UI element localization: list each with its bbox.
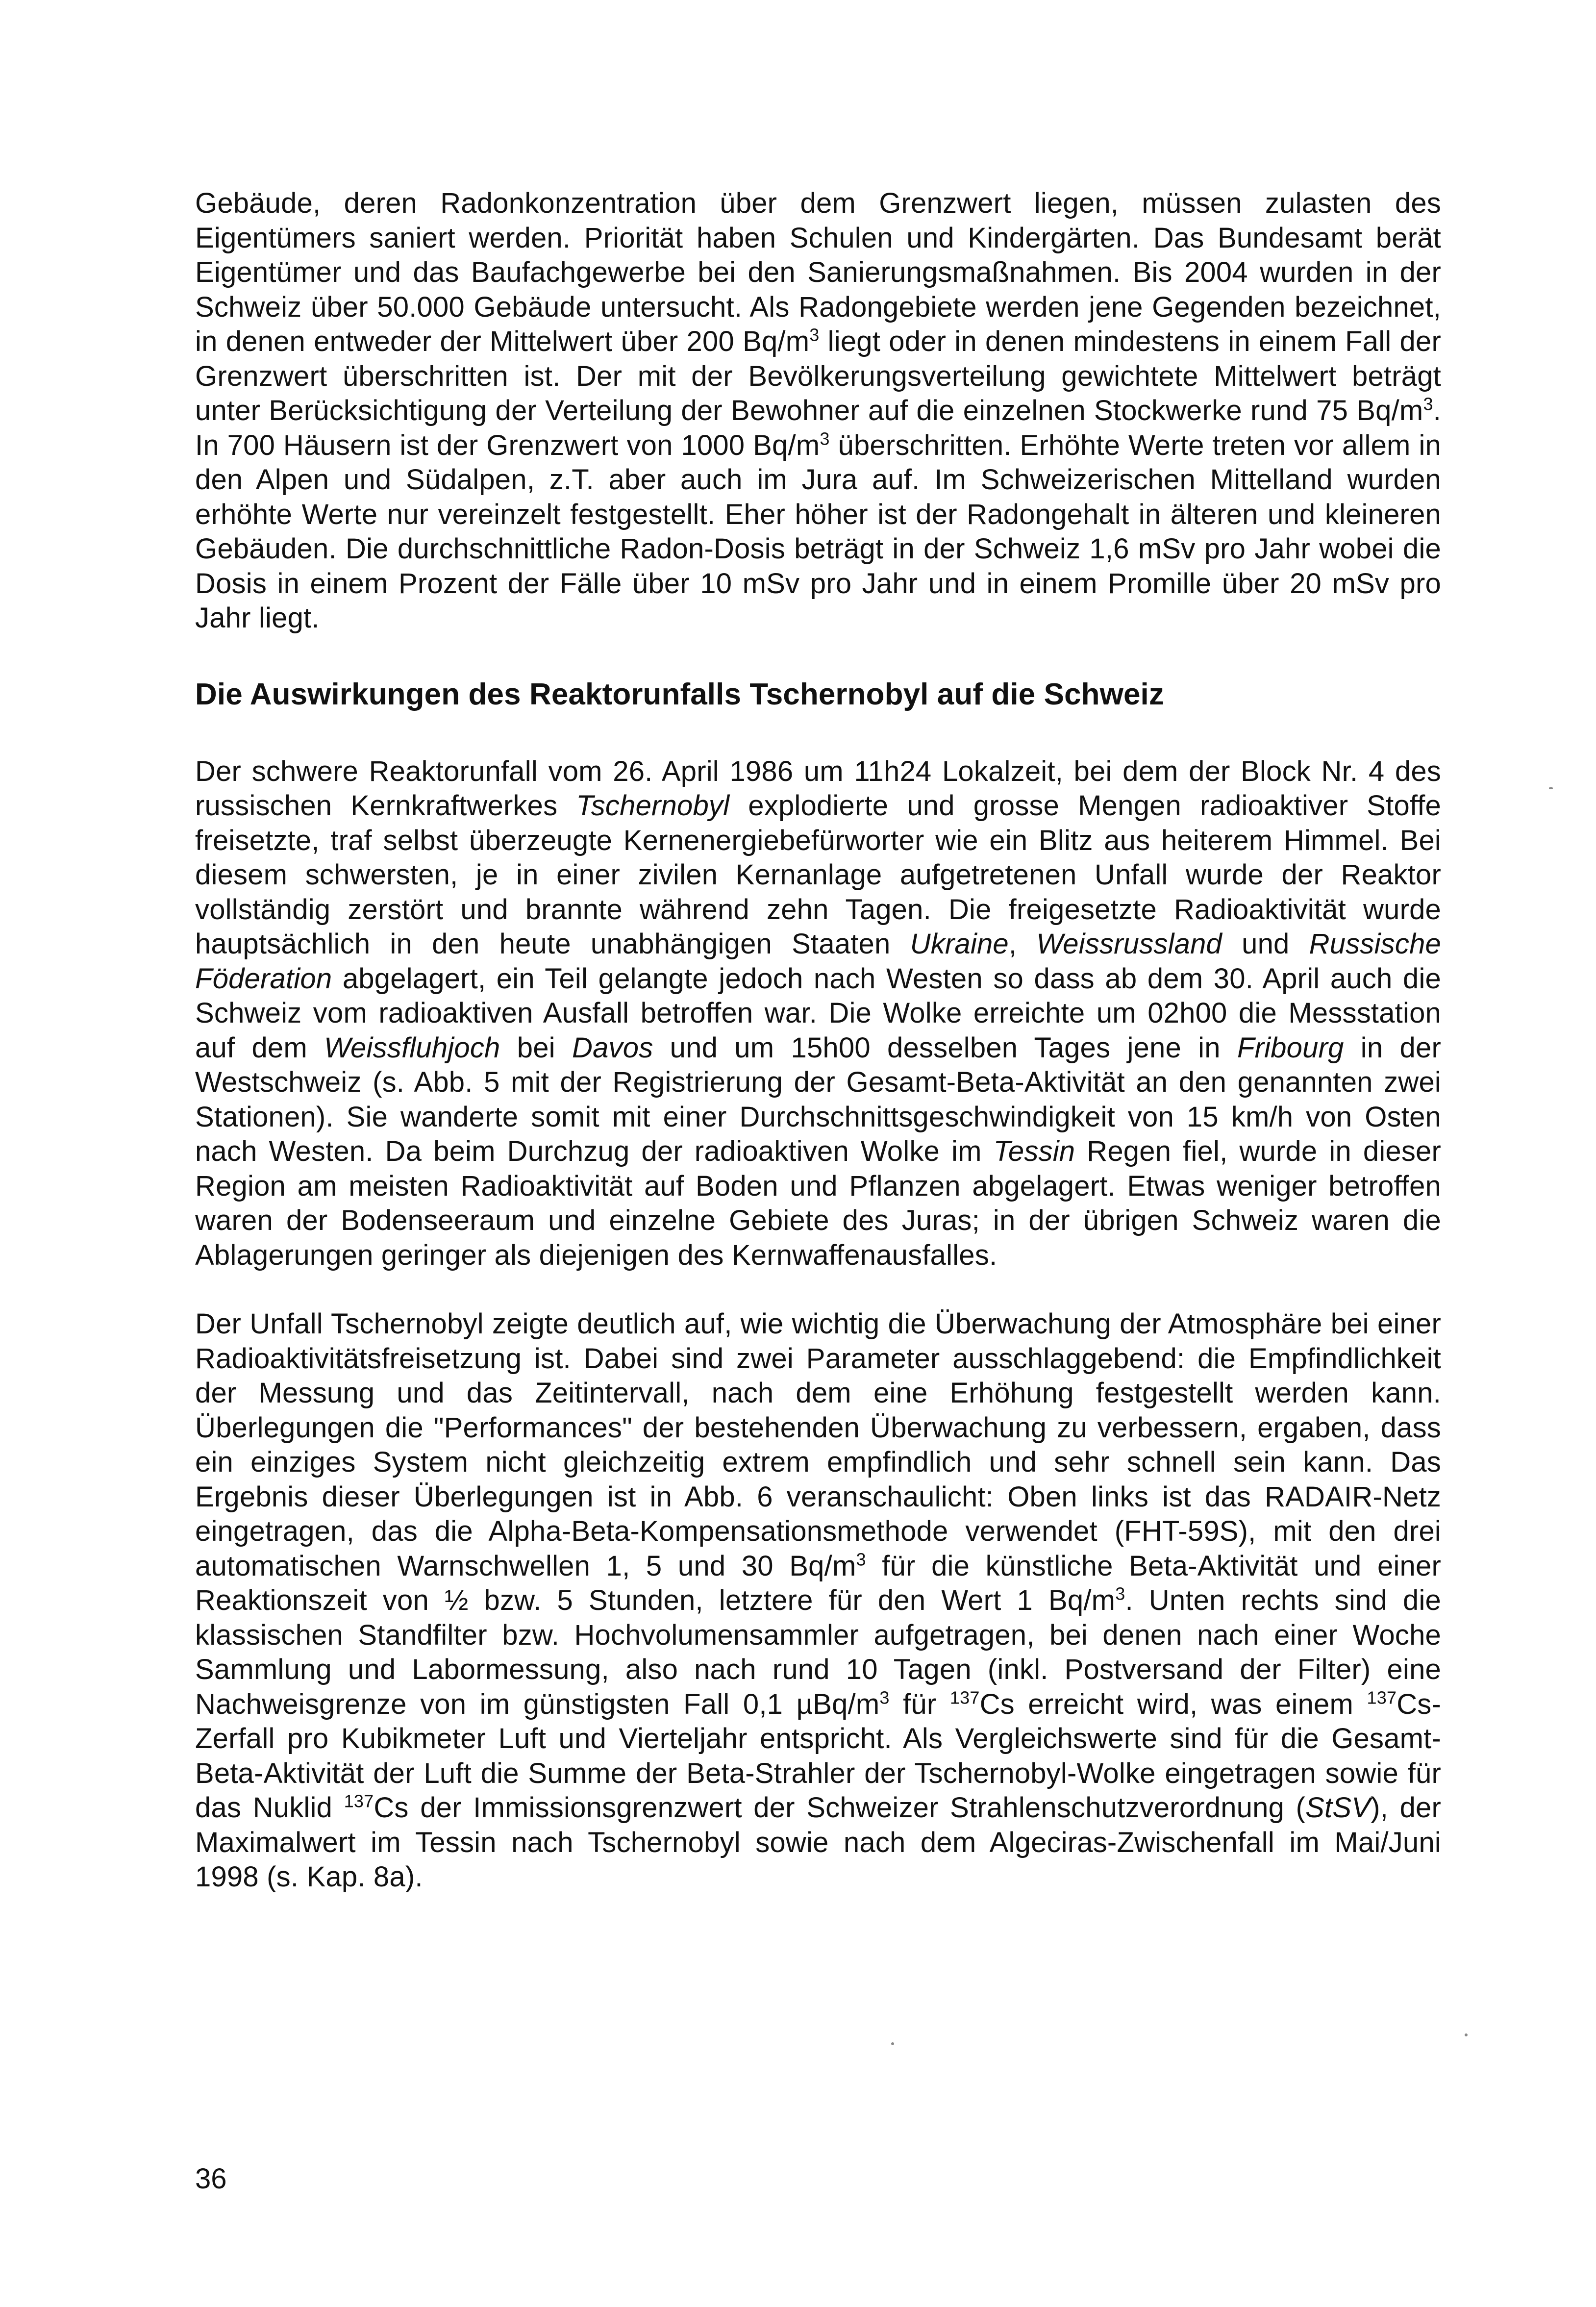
italic-term: Tschernobyl (576, 790, 730, 822)
superscript: 137 (949, 1687, 980, 1708)
text-run: Cs der Immissionsgrenzwert der Schweizer Strahlenschutzverordnung ( (374, 1792, 1306, 1824)
text-run: liegt oder in denen mindestens in einem Fall der Grenzwert überschritten ist. Der mit der Bevölkerungsverteilung gewichtete Mittelwert beträgt unter Berücksichtigung der Verteilung der Bewohner auf die einzelnen Stockwerke rund 75 Bq/m (195, 326, 1441, 426)
text-run: Regen fiel, wurde in dieser Region am meisten Radioaktivität auf Boden und Pflanzen abgelagert. Etwas weniger betroffen waren der Bodenseeraum und einzelne Gebiete des Juras; in der übrigen Schweiz waren die Ablagerungen geringer als diejenigen des Kernwaffenausfalles. (195, 1135, 1441, 1271)
superscript: 3 (879, 1687, 890, 1708)
scan-speck (891, 2042, 894, 2045)
page-content (195, 186, 1441, 1895)
text-run: abgelagert, ein Teil gelangte jedoch nach Westen so dass ab dem 30. April auch die Schweiz vom radioaktiven Ausfall betroffen war. Die Wolke erreichte um 02h00 die Messstation auf dem (195, 962, 1441, 1064)
italic-term: Fribourg (1237, 1031, 1344, 1064)
italic-term: Ukraine (910, 928, 1009, 960)
superscript: 3 (1423, 394, 1433, 414)
paragraph-monitoring (195, 1307, 1441, 1895)
page-number: 36 (195, 2163, 227, 2195)
superscript: 3 (1115, 1583, 1125, 1604)
italic-term: Davos (572, 1031, 653, 1064)
superscript: 3 (809, 325, 820, 345)
text-run: , (1008, 928, 1037, 960)
text-run: . Unten rechts sind die klassischen Standfilter bzw. Hochvolumensammler aufgetragen, bei denen nach einer Woche Sammlung und Labormessung, also nach rund 10 Tagen (inkl. Postversand der Filter) eine Nachweisgrenze von im günstigsten Fall 0,1 µBq/m (195, 1584, 1441, 1720)
text-run: Cs-Zerfall pro Kubikmeter Luft und Vierteljahr entspricht. Als Vergleichswerte sind für die Gesamt-Beta-Aktivität der Luft die Summe der Beta-Strahler der Tschernobyl-Wolke eingetragen sowie für das Nuklid (195, 1688, 1441, 1824)
italic-term: Weissfluhjoch (324, 1031, 500, 1064)
text-run: für (889, 1688, 950, 1720)
text-run: und (1222, 928, 1309, 960)
italic-term: StSV (1305, 1792, 1371, 1824)
text-run: Der Unfall Tschernobyl zeigte deutlich auf, wie wichtig die Überwachung der Atmosphäre bei einer Radioaktivitätsfreisetzung ist. Dabei sind zwei Parameter ausschlaggebend: die Empfindlichkeit der Messung und das Zeitintervall, nach dem eine Erhöhung festgestellt werden kann. Überlegungen die "Performances" der bestehenden Überwachung zu verbessern, ergaben, dass ein einziges System nicht gleichzeitig extrem empfindlich und sehr schnell sein kann. Das Ergebnis dieser Überlegungen ist in Abb. 6 veranschaulicht: Oben links ist das RADAIR-Netz eingetragen, das die Alpha-Beta-Kompensationsmethode verwendet (FHT-59S), mit den drei automatischen Warnschwellen 1, 5 und 30 Bq/m (195, 1308, 1441, 1582)
text-run: für die künstliche Beta-Aktivität und einer Reaktionszeit von ½ bzw. 5 Stunden, letztere für den Wert 1 Bq/m (195, 1550, 1441, 1616)
text-run: in der Westschweiz (s. Abb. 5 mit der Registrierung der Gesamt-Beta-Aktivität an den genannten zwei Stationen). Sie wanderte somit mit einer Durchschnittsgeschwindigkeit von 15 km/h von Osten nach Westen. Da beim Durchzug der radioaktiven Wolke im (195, 1031, 1441, 1167)
text-run: Cs erreicht wird, was einem (979, 1688, 1367, 1720)
text-run: Gebäude, deren Radonkonzentration über dem Grenzwert liegen, müssen zulasten des Eigentümers saniert werden. Priorität haben Schulen und Kindergärten. Das Bundesamt berät Eigentümer und das Baufachgewerbe bei den Sanierungsmaßnahmen. Bis 2004 wurden in der Schweiz über 50.000 Gebäude untersucht. Als Radongebiete werden jene Gegenden bezeichnet, in denen entweder der Mittelwert über 200 Bq/m (195, 187, 1441, 357)
text-run: explodierte und grosse Mengen radioaktiver Stoffe freisetzte, traf selbst überzeugte Kernenergiebefürworter wie ein Blitz aus heiterem Himmel. Bei diesem schwersten, je in einer zivilen Kernanlage aufgetretenen Unfall wurde der Reaktor vollständig zerstört und brannte während zehn Tagen. Die freigesetzte Radioaktivität wurde hauptsächlich in den heute unabhängigen Staaten (195, 790, 1441, 960)
text-run: und um 15h00 desselben Tages jene in (653, 1031, 1237, 1064)
scan-speck (1465, 2033, 1468, 2036)
italic-term: Tessin (993, 1135, 1075, 1167)
text-run: ), der Maximalwert im Tessin nach Tschernobyl sowie nach dem Algeciras-Zwischenfall im Mai/Juni 1998 (s. Kap. 8a). (195, 1792, 1441, 1893)
scan-speck (1549, 787, 1553, 789)
italic-term: Weissrussland (1036, 928, 1222, 960)
superscript: 137 (344, 1791, 374, 1811)
superscript: 137 (1367, 1687, 1397, 1708)
italic-term: Russische Föderation (195, 928, 1441, 995)
paragraph-radon (195, 186, 1441, 636)
text-run: Der schwere Reaktorunfall vom 26. April 1986 um 11h24 Lokalzeit, bei dem der Block Nr. 4 des russischen Kernkraftwerkes (195, 755, 1441, 822)
paragraph-chernobyl-accident (195, 754, 1441, 1273)
text-run: bei (500, 1031, 573, 1064)
superscript: 3 (856, 1549, 866, 1570)
superscript: 3 (820, 428, 830, 449)
section-heading: Die Auswirkungen des Reaktorunfalls Tschernobyl auf die Schweiz (195, 677, 1164, 711)
text-run: . In 700 Häusern ist der Grenzwert von 1000 Bq/m (195, 395, 1441, 461)
text-run: überschritten. Erhöhte Werte treten vor allem in den Alpen und Südalpen, z.T. aber auch im Jura auf. Im Schweizerischen Mittelland wurden erhöhte Werte nur vereinzelt festgestellt. Eher höher ist der Radongehalt in älteren und kleineren Gebäuden. Die durchschnittliche Radon-Dosis beträgt in der Schweiz 1,6 mSv pro Jahr wobei die Dosis in einem Prozent der Fälle über 10 mSv pro Jahr und in einem Promille über 20 mSv pro Jahr liegt. (195, 429, 1442, 634)
